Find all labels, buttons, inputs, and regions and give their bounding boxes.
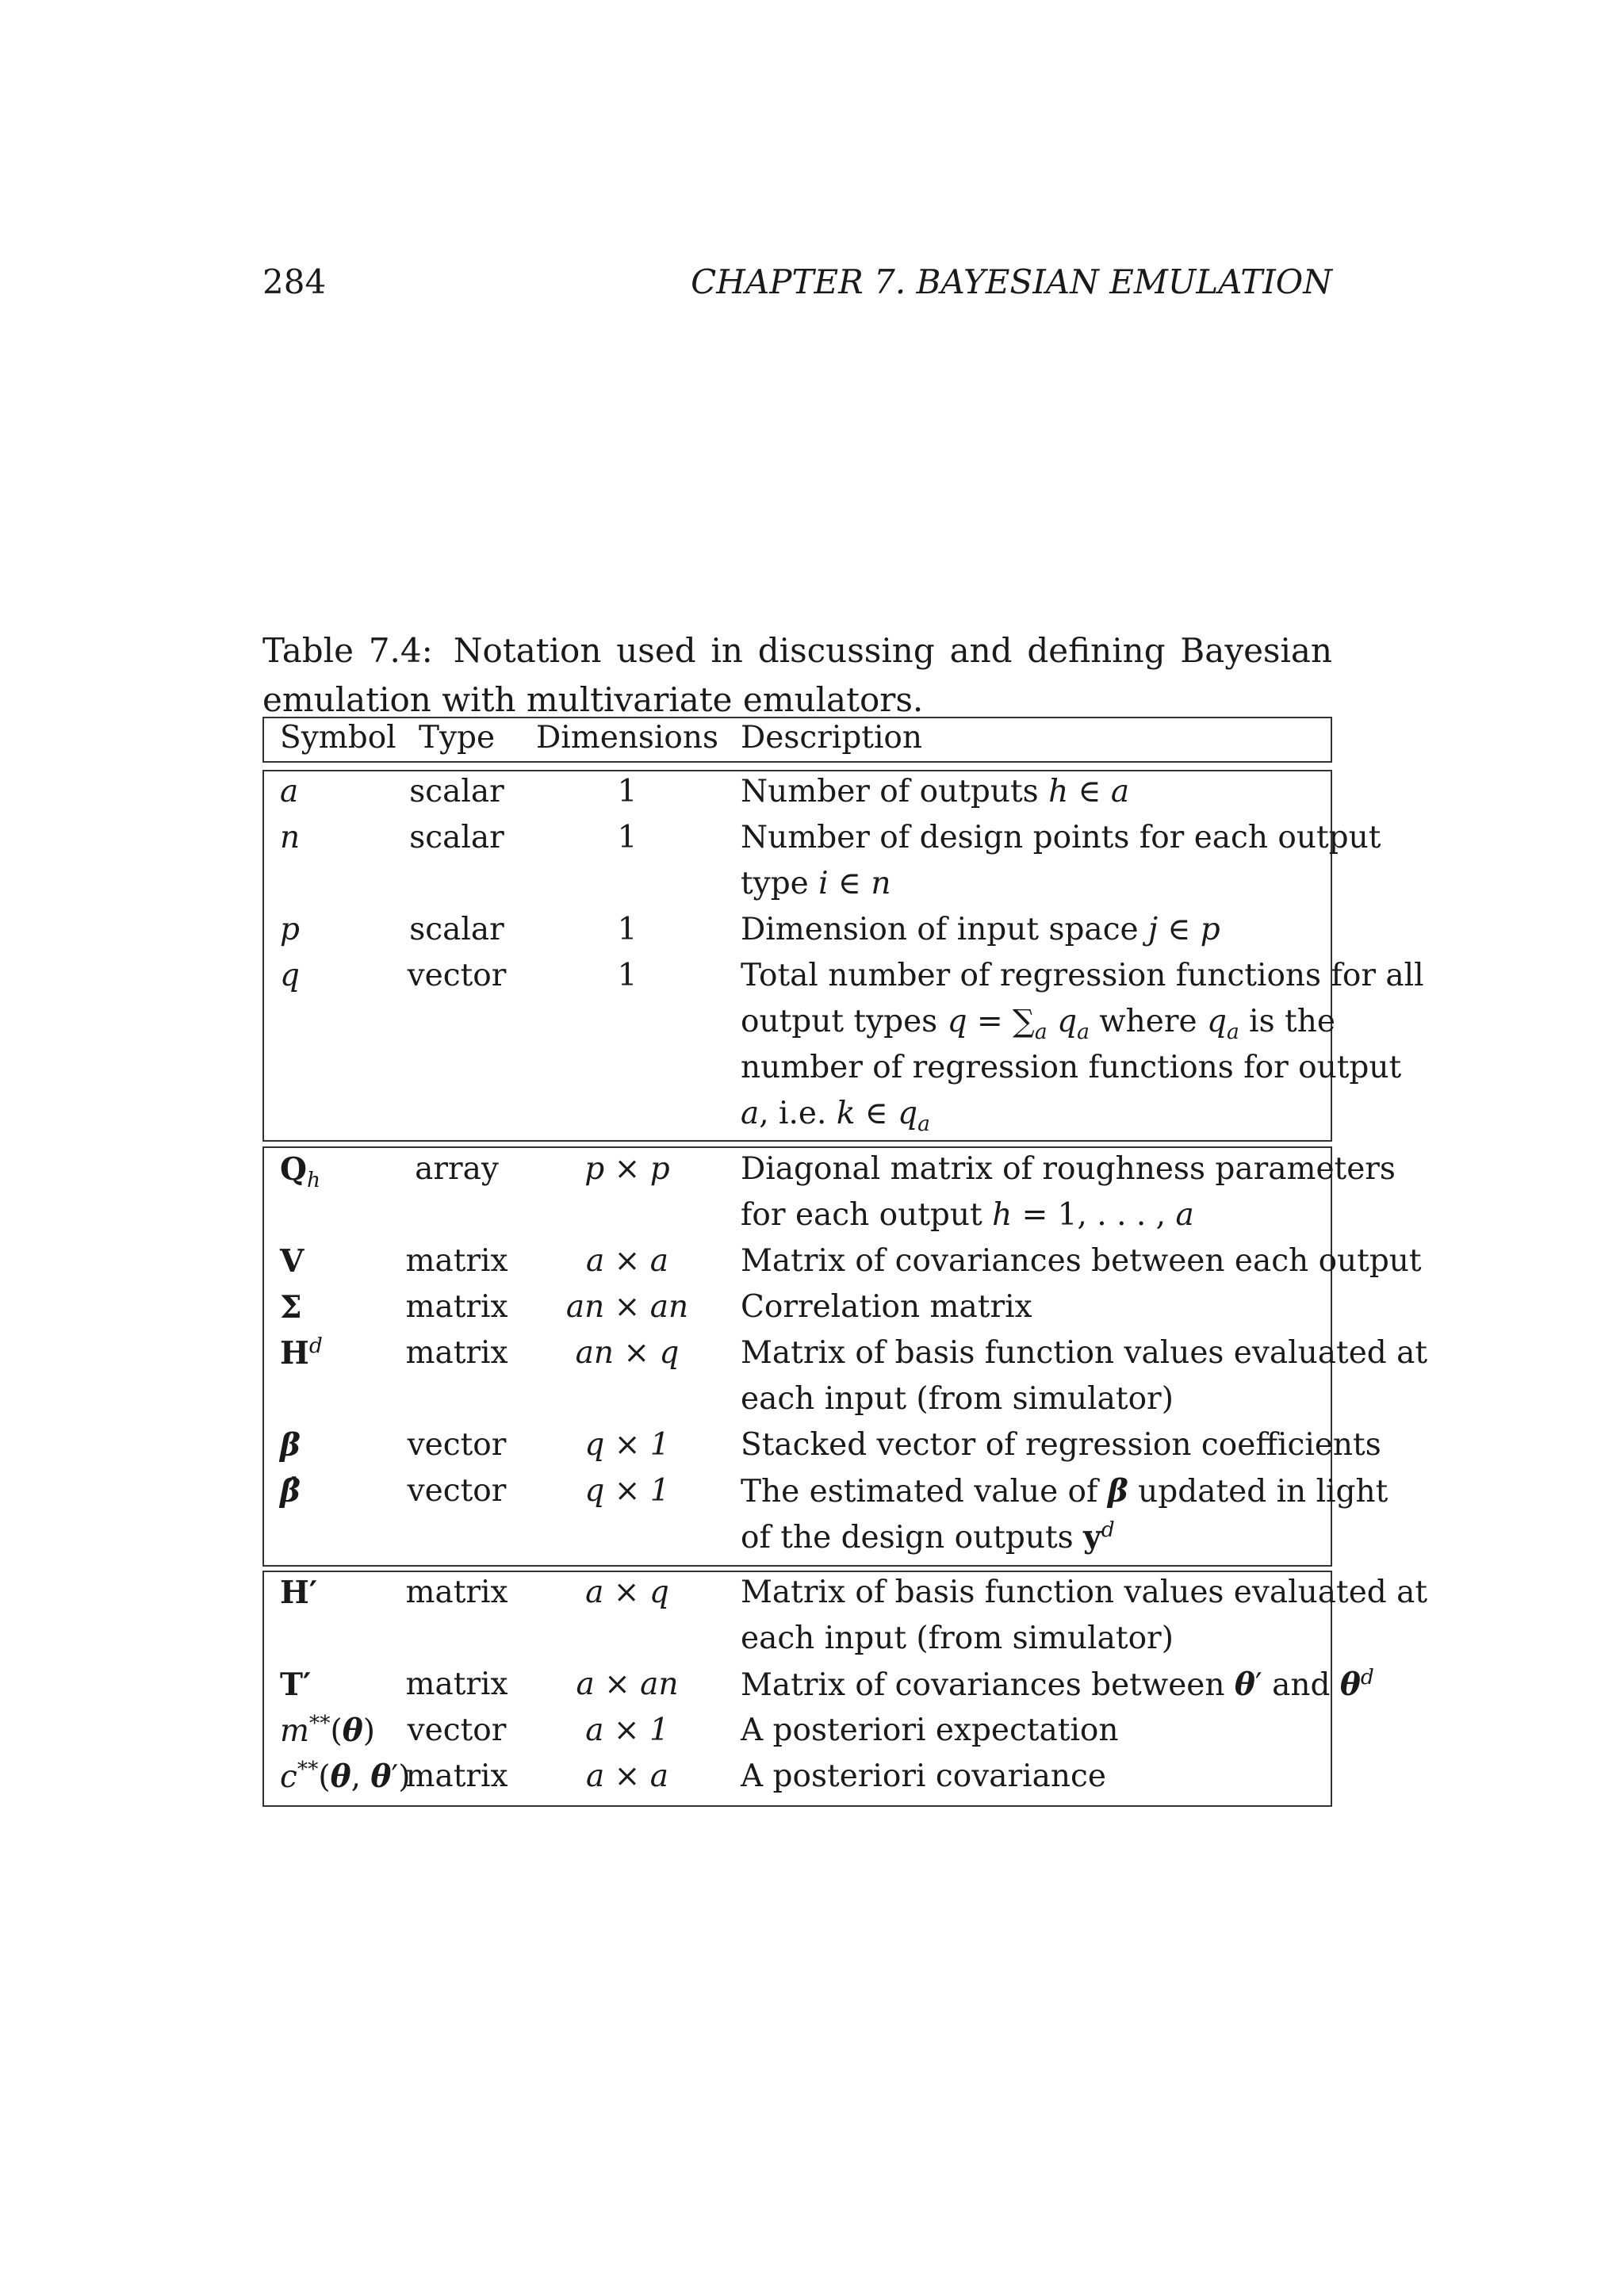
type-cell: scalar	[409, 912, 504, 947]
caption-label: Table 7.4:	[262, 631, 433, 670]
symbol-cell: $H^d$	[280, 1334, 323, 1372]
dimension-cell: 1	[617, 958, 638, 993]
type-cell: matrix	[405, 1575, 508, 1610]
description-cell: The estimated value of β updated in light	[741, 1473, 1388, 1510]
type-cell: vector	[407, 958, 507, 993]
description-cell: A posteriori covariance	[741, 1758, 1106, 1794]
type-cell: matrix	[405, 1335, 508, 1371]
description-cell: type i ∈ n	[741, 866, 891, 901]
dimension-cell: an × an	[565, 1289, 689, 1325]
symbol-cell: T′	[280, 1667, 312, 1703]
description-cell: a, i.e. k ∈ $q_a$	[741, 1096, 930, 1136]
description-cell: Number of outputs h ∈ a	[741, 774, 1130, 809]
table-row	[262, 1284, 1332, 1330]
type-cell: scalar	[409, 774, 504, 809]
dimension-cell: a × q	[585, 1575, 669, 1610]
description-cell: each input (from simulator)	[741, 1621, 1174, 1656]
table-row	[262, 1570, 1428, 1616]
dimension-cell: q × 1	[584, 1427, 670, 1463]
table-row	[262, 1754, 1332, 1800]
description-cell: Correlation matrix	[741, 1289, 1032, 1325]
dimension-cell: 1	[617, 774, 638, 809]
symbol-cell: p	[280, 912, 300, 947]
description-cell: of the design outputs $y^d$	[741, 1517, 1115, 1556]
description-cell: Matrix of covariances between each output	[741, 1243, 1422, 1279]
description-cell: Diagonal matrix of roughness parameters	[741, 1151, 1396, 1187]
type-cell: matrix	[405, 1289, 508, 1325]
symbol-cell: β	[280, 1427, 301, 1464]
table-caption	[262, 626, 1332, 725]
table-row	[262, 1662, 1374, 1708]
table-row	[262, 953, 1424, 999]
dimension-cell: a × a	[586, 1758, 668, 1794]
description-cell: Matrix of basis function values evaluated at	[741, 1575, 1428, 1610]
type-cell: array	[415, 1151, 499, 1187]
description-cell: for each output h = 1, . . . , a	[741, 1197, 1194, 1233]
type-cell: scalar	[409, 820, 504, 855]
dimension-cell: a × 1	[585, 1712, 669, 1748]
type-cell: vector	[407, 1427, 507, 1463]
running-header: CHAPTER 7. BAYESIAN EMULATION	[691, 262, 1332, 301]
header-symbol: Symbol	[280, 720, 396, 756]
description-cell: Dimension of input space j ∈ p	[741, 912, 1220, 947]
header-type: Type	[418, 720, 496, 756]
header-dimensions: Dimensions	[535, 720, 719, 756]
table-row	[262, 1468, 1388, 1514]
symbol-cell: $Q_h$	[280, 1151, 321, 1192]
table-row	[262, 1422, 1381, 1468]
type-cell: matrix	[405, 1758, 508, 1794]
description-cell: Total number of regression functions for all	[741, 958, 1424, 993]
table-row-continuation	[262, 999, 1335, 1045]
symbol-cell: a	[280, 774, 299, 809]
dimension-cell: 1	[617, 912, 638, 947]
description-cell: Stacked vector of regression coefficients	[741, 1427, 1381, 1463]
table-row-continuation	[262, 1045, 1402, 1091]
caption-text: Notation used in discussing and defining Bayesian emulation with multivariate emulators.	[262, 631, 1332, 719]
table-row-continuation	[262, 861, 1332, 907]
dimension-cell: an × q	[575, 1335, 680, 1371]
symbol-cell: m**(θ)	[280, 1711, 375, 1749]
description-cell: Matrix of basis function values evaluated at	[741, 1335, 1428, 1371]
table-row-continuation	[262, 1616, 1332, 1662]
table-row-continuation	[262, 1376, 1332, 1422]
table-row-continuation	[262, 1192, 1332, 1238]
dimension-cell: p × p	[584, 1151, 670, 1187]
header-description: Description	[741, 720, 923, 756]
table-row	[262, 907, 1332, 953]
table-row-continuation	[262, 1514, 1332, 1560]
symbol-cell: H′	[280, 1575, 318, 1611]
symbol-cell: V	[280, 1243, 304, 1280]
type-cell: matrix	[405, 1243, 508, 1279]
type-cell: vector	[407, 1712, 507, 1748]
type-cell: vector	[407, 1473, 507, 1509]
table-row	[262, 1146, 1396, 1192]
description-cell: Number of design points for each output	[741, 820, 1381, 855]
description-cell: number of regression functions for output	[741, 1050, 1402, 1085]
symbol-cell: q	[280, 958, 300, 993]
table-row	[262, 1330, 1428, 1376]
table-row-continuation	[262, 1091, 1332, 1137]
dimension-cell: 1	[617, 820, 638, 855]
description-cell: Matrix of covariances between θ′ and $\theta^d$	[741, 1665, 1374, 1703]
dimension-cell: a × an	[576, 1667, 679, 1702]
description-cell: each input (from simulator)	[741, 1381, 1174, 1417]
symbol-cell: c**(θ, θ′)	[280, 1757, 411, 1795]
table-row	[262, 769, 1332, 815]
table-row	[262, 1238, 1422, 1284]
table-row	[262, 815, 1381, 861]
dimension-cell: a × a	[586, 1243, 668, 1279]
table-header-row	[262, 715, 1332, 761]
description-cell: output types $q = \sum_a$ $q_a$ where $q_a$ is the	[741, 1004, 1335, 1044]
symbol-cell: Σ	[280, 1289, 302, 1326]
dimension-cell: q × 1	[584, 1473, 670, 1509]
description-cell: A posteriori expectation	[741, 1712, 1119, 1748]
table-row	[262, 1708, 1332, 1754]
symbol-cell: n	[280, 820, 301, 855]
symbol-cell: β̂	[280, 1473, 301, 1510]
type-cell: matrix	[405, 1667, 508, 1702]
page-number: 284	[262, 262, 327, 301]
